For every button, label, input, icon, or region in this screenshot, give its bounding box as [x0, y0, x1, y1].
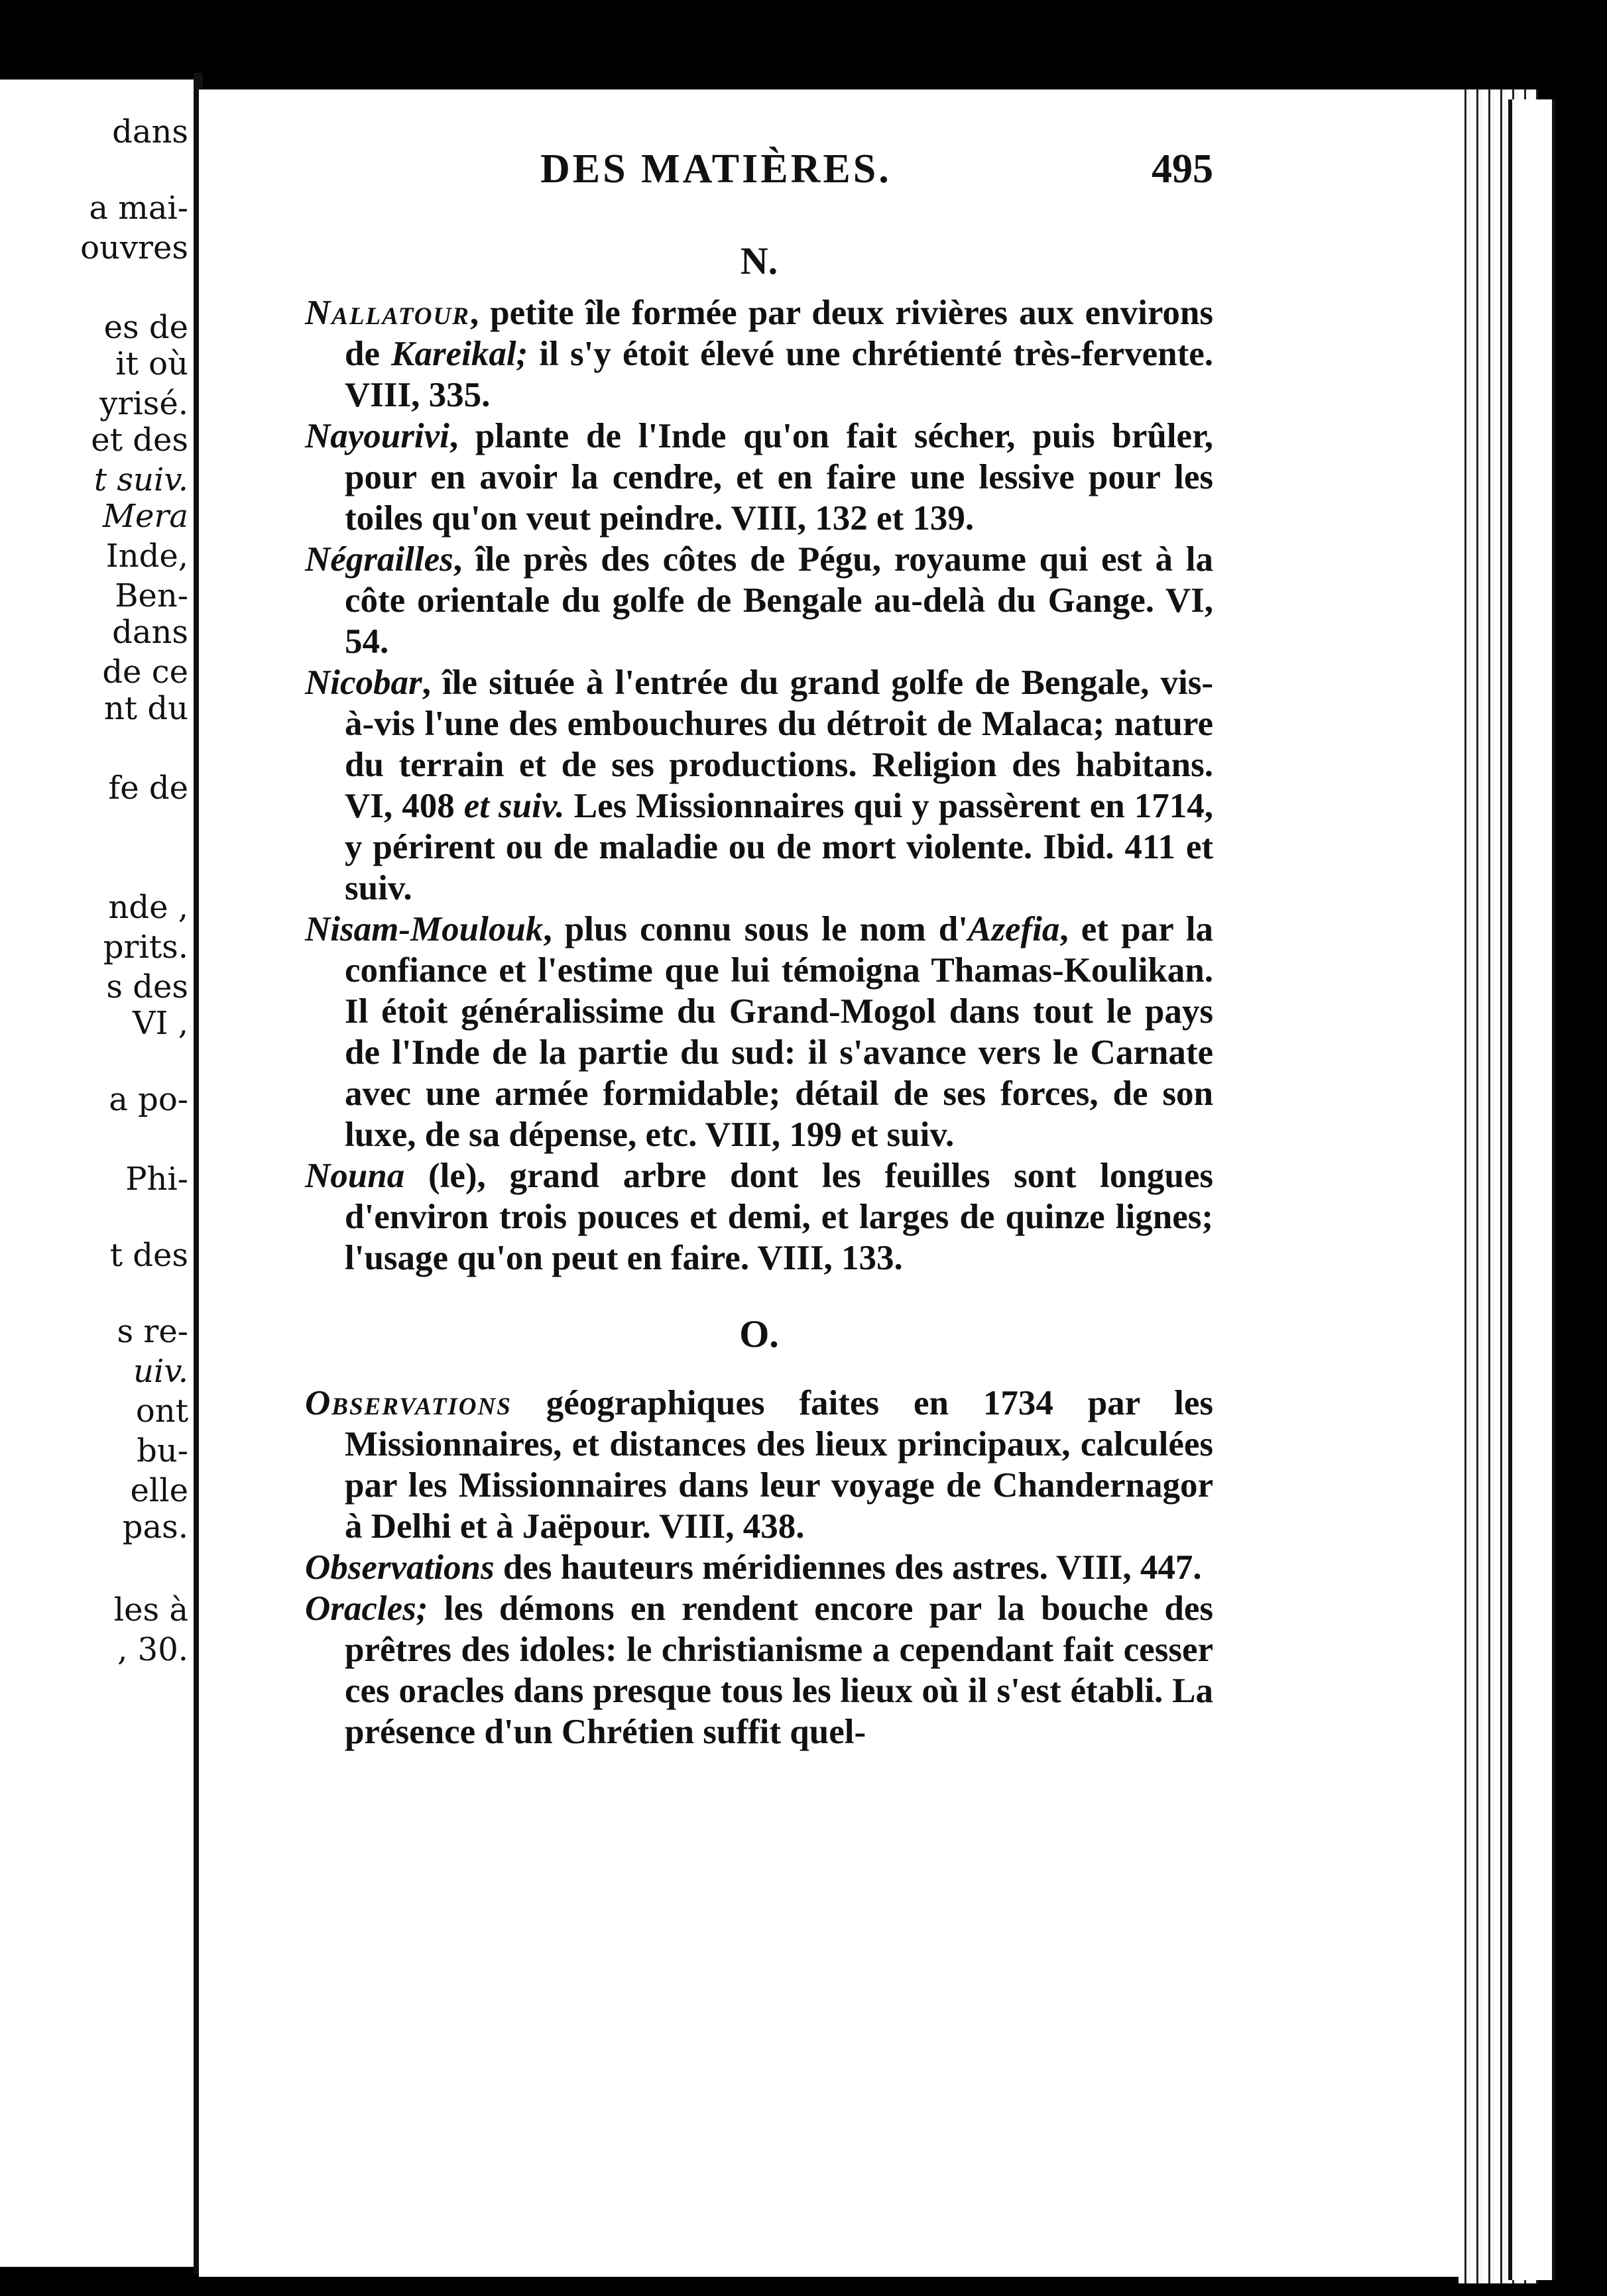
entry-term: Nisam-Moulouk [305, 910, 544, 948]
entry-term: Négrailles [305, 540, 453, 579]
index-entry [305, 1588, 1213, 1752]
left-page-line: de ce [102, 654, 188, 691]
left-page-line: ouvres [80, 229, 188, 266]
section-letter-n: N. [740, 239, 778, 282]
left-page-line: es de [103, 309, 188, 346]
left-page-line: pas. [122, 1509, 188, 1546]
left-page-line: uiv. [133, 1353, 188, 1390]
left-page-line: ont [135, 1393, 188, 1430]
entry-text: , petite île formée par deux rivières aux environs de [345, 294, 1213, 373]
entry-text: géographiques faites en 1734 par les Missionnaires, et distances des lieux principaux, calculées par les Missionnaires dans leur voyage de Chandernagor à Delhi et à Jaëpour. VIII, 438. [345, 1384, 1213, 1546]
entry-emphasis: Kareikal; [391, 335, 528, 373]
left-page-fragment [0, 80, 194, 2267]
left-page-line: fe de [108, 770, 188, 807]
index-entry [305, 1155, 1213, 1279]
index-entry [305, 539, 1213, 662]
running-title: DES MATIÈRES. [540, 146, 892, 192]
entry-text: , plus connu sous le nom d' [543, 910, 968, 948]
entry-term: Oracles; [305, 1589, 428, 1628]
left-page-line: s re- [117, 1313, 188, 1350]
entry-term: Observations [305, 1548, 495, 1587]
left-page-line: , 30. [117, 1631, 188, 1668]
left-page-line: nt du [103, 690, 188, 727]
index-entry [305, 1547, 1213, 1588]
index-entry [305, 909, 1213, 1155]
left-page-line: Phi- [125, 1161, 188, 1198]
running-head [305, 146, 1213, 205]
entry-text: les démons en rendent encore par la bouche des prêtres des idoles: le christianisme a cependant fait cesser ces oracles dans presque tous les lieux où il s'est établi. La présence d'un Chrétien suffit quel- [345, 1589, 1213, 1751]
index-entry [305, 1383, 1213, 1547]
left-page-line: dans [112, 614, 188, 651]
section-letter-o: O. [739, 1312, 779, 1355]
entry-term: Nallatour [305, 294, 470, 332]
left-page-line: a po- [109, 1081, 188, 1118]
left-page-line: prits. [103, 929, 188, 966]
entries-o-list [305, 1383, 1213, 1752]
entry-term: Nicobar [305, 663, 422, 702]
page-number: 495 [1152, 146, 1213, 192]
left-page-line: VI , [132, 1005, 188, 1042]
entry-term: Nayourivi [305, 417, 449, 455]
entry-text: , plante de l'Inde qu'on fait sécher, puis brûler, pour en avoir la cendre, et en faire une lessive pour les toiles qu'on veut peindre. VIII, 132 et 139. [345, 417, 1213, 538]
left-page-line: nde , [108, 889, 188, 926]
left-page-line: elle [130, 1472, 188, 1509]
left-page-line: s des [106, 968, 188, 1005]
left-page-line: t suiv. [93, 461, 188, 498]
left-page-line: it où [115, 345, 188, 382]
entry-text-continued: Les Missionnaires qui y passèrent en 1714, y périrent ou de maladie ou de mort violente. Ibid. 411 et suiv. [345, 787, 1214, 907]
entry-text: , île située à l'entrée du grand golfe de Bengale, vis-à-vis l'une des embouchures du détroit de Malaca; nature du terrain et de ses productions. Religion des habitans. VI, 408 [345, 663, 1213, 825]
index-entries [305, 232, 1213, 1752]
entry-emphasis: Azefia [968, 910, 1060, 948]
index-entry [305, 662, 1213, 909]
entry-text-continued: il s'y étoit élevé une chrétienté très-fervente. VIII, 335. [345, 335, 1214, 414]
left-page-line: les à [113, 1591, 188, 1629]
entries-n-list [305, 292, 1213, 1279]
page-edge-border [1508, 99, 1555, 2280]
left-page-line: et des [91, 422, 188, 459]
entry-text-continued: , et par la confiance et l'estime que lui témoigna Thamas-Koulikan. Il étoit généralissime du Grand-Mogol dans tout le pays de l'Inde de la partie du sud: il s'avance vers le Carnate avec une armée formidable; détail de ses forces, de son luxe, de sa dépense, etc. VIII, 199 et suiv. [345, 910, 1213, 1154]
entry-text: (le), grand arbre dont les feuilles sont longues d'environ trois pouces et demi, et larges de quinze lignes; l'usage qu'on peut en faire. VIII, 133. [345, 1157, 1213, 1277]
left-page-line: a mai- [89, 190, 188, 227]
left-page-line: Inde, [105, 538, 188, 575]
index-entry [305, 292, 1213, 416]
left-page-line: bu- [137, 1432, 188, 1469]
entry-emphasis: et suiv. [463, 787, 565, 825]
entry-text: des hauteurs méridiennes des astres. VIII, 447. [494, 1548, 1202, 1587]
index-entry [305, 416, 1213, 539]
entry-term: Nouna [305, 1157, 405, 1195]
entry-text: , île près des côtes de Pégu, royaume qui est à la côte orientale du golfe de Bengale au-delà du Gange. VI, 54. [345, 540, 1213, 661]
left-page-line: Mera [102, 498, 188, 535]
left-page-line: t des [109, 1237, 188, 1274]
left-page-line: dans [112, 113, 188, 150]
left-page-line: yrisé. [99, 385, 188, 422]
entry-term: Observations [305, 1384, 512, 1422]
left-page-line: Ben- [115, 577, 188, 614]
